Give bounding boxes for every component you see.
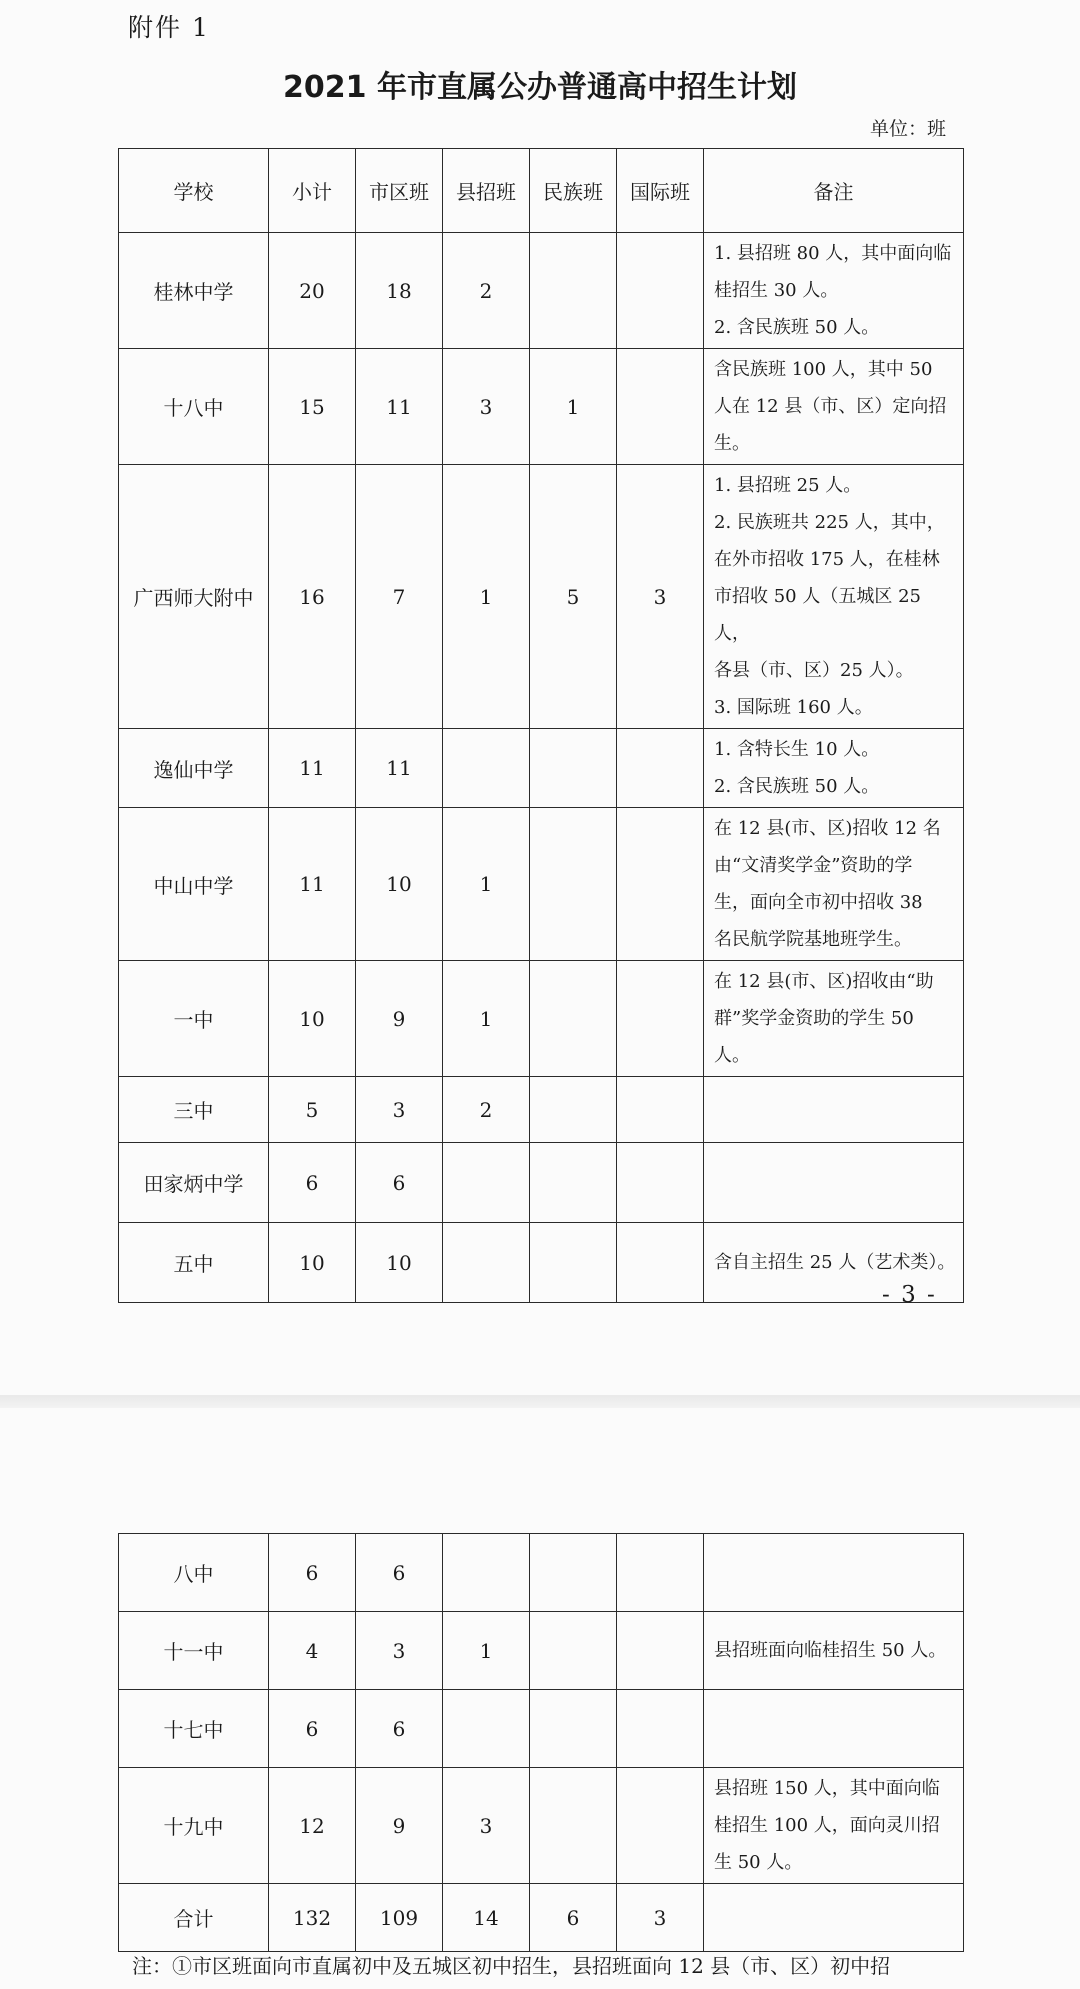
cell-total: 16 xyxy=(269,465,356,729)
table-row xyxy=(119,1768,964,1884)
cell-intl-class: 3 xyxy=(617,465,704,729)
document-title: 2021 年市直属公办普通高中招生计划 xyxy=(283,70,797,105)
note-line: 人在 12 县（市、区）定向招 xyxy=(714,396,947,417)
note-line: 市招收 50 人（五城区 25 人， xyxy=(714,586,921,644)
note-line: 1. 县招班 80 人，其中面向临 xyxy=(714,243,952,264)
cell-total: 12 xyxy=(269,1768,356,1884)
cell-ethnic-class xyxy=(530,729,617,808)
table-row xyxy=(119,729,964,808)
cell-school: 中山中学 xyxy=(119,808,269,961)
note-line: 生，面向全市初中招收 38 xyxy=(714,892,923,913)
cell-county-class: 1 xyxy=(443,961,530,1077)
cell-county-class xyxy=(443,1143,530,1223)
cell-city-class: 11 xyxy=(356,729,443,808)
note-line: 群”奖学金资助的学生 50 xyxy=(714,1008,914,1029)
header-school: 学校 xyxy=(119,149,269,233)
cell-ethnic-class: 5 xyxy=(530,465,617,729)
cell-notes xyxy=(704,1690,964,1768)
table-row xyxy=(119,1143,964,1223)
attachment-label: 附件 1 xyxy=(128,13,210,42)
cell-notes xyxy=(704,1534,964,1612)
cell-notes xyxy=(704,1612,964,1690)
cell-county-class: 2 xyxy=(443,233,530,349)
table-row xyxy=(119,961,964,1077)
note-line: 名民航学院基地班学生。 xyxy=(714,929,912,950)
cell-city-class: 6 xyxy=(356,1534,443,1612)
table-header-row xyxy=(119,149,964,233)
cell-intl-class xyxy=(617,233,704,349)
header-ethnic-class: 民族班 xyxy=(530,149,617,233)
cell-notes xyxy=(704,1884,964,1952)
note-line: 生 50 人。 xyxy=(714,1852,803,1873)
table-row xyxy=(119,465,964,729)
cell-ethnic-class xyxy=(530,1768,617,1884)
cell-notes xyxy=(704,233,964,349)
note-line: 在 12 县(市、区)招收由“助 xyxy=(714,971,934,992)
cell-ethnic-class xyxy=(530,1690,617,1768)
cell-total: 11 xyxy=(269,808,356,961)
cell-county-class: 1 xyxy=(443,1612,530,1690)
cell-city-class: 3 xyxy=(356,1612,443,1690)
header-total: 小计 xyxy=(269,149,356,233)
cell-total: 6 xyxy=(269,1690,356,1768)
cell-intl-class xyxy=(617,1077,704,1143)
cell-total: 20 xyxy=(269,233,356,349)
cell-school: 合计 xyxy=(119,1884,269,1952)
cell-ethnic-class xyxy=(530,961,617,1077)
cell-county-class xyxy=(443,1223,530,1303)
cell-county-class: 3 xyxy=(443,1768,530,1884)
note-line: 含自主招生 25 人（艺术类）。 xyxy=(714,1252,956,1273)
cell-school: 田家炳中学 xyxy=(119,1143,269,1223)
cell-intl-class xyxy=(617,1612,704,1690)
note-line: 生。 xyxy=(714,433,750,454)
cell-school: 广西师大附中 xyxy=(119,465,269,729)
note-line: 县招班 150 人，其中面向临 xyxy=(714,1778,940,1799)
cell-intl-class xyxy=(617,961,704,1077)
note-line: 各县（市、区）25 人）。 xyxy=(714,660,914,681)
cell-notes xyxy=(704,349,964,465)
cell-school: 十七中 xyxy=(119,1690,269,1768)
header-county-class: 县招班 xyxy=(443,149,530,233)
note-line: 桂招生 100 人，面向灵川招 xyxy=(714,1815,940,1836)
table-row xyxy=(119,1612,964,1690)
cell-total: 11 xyxy=(269,729,356,808)
cell-city-class: 109 xyxy=(356,1884,443,1952)
page-divider xyxy=(0,1395,1080,1408)
cell-intl-class xyxy=(617,1768,704,1884)
cell-intl-class xyxy=(617,808,704,961)
cell-ethnic-class: 6 xyxy=(530,1884,617,1952)
cell-county-class: 2 xyxy=(443,1077,530,1143)
note-line: 县招班面向临桂招生 50 人。 xyxy=(714,1640,947,1661)
cell-city-class: 9 xyxy=(356,961,443,1077)
table-row xyxy=(119,233,964,349)
cell-total: 10 xyxy=(269,961,356,1077)
cell-school: 八中 xyxy=(119,1534,269,1612)
cell-notes xyxy=(704,1768,964,1884)
cell-intl-class: 3 xyxy=(617,1884,704,1952)
cell-school: 一中 xyxy=(119,961,269,1077)
page-number: - 3 - xyxy=(882,1282,937,1308)
cell-notes xyxy=(704,961,964,1077)
cell-intl-class xyxy=(617,1223,704,1303)
cell-ethnic-class xyxy=(530,233,617,349)
cell-county-class xyxy=(443,1690,530,1768)
note-line: 在 12 县(市、区)招收 12 名 xyxy=(714,818,941,839)
cell-county-class: 14 xyxy=(443,1884,530,1952)
cell-city-class: 18 xyxy=(356,233,443,349)
cell-intl-class xyxy=(617,729,704,808)
note-line: 2. 含民族班 50 人。 xyxy=(714,776,880,797)
cell-intl-class xyxy=(617,1534,704,1612)
note-line: 1. 县招班 25 人。 xyxy=(714,475,862,496)
cell-ethnic-class xyxy=(530,1534,617,1612)
cell-school: 十九中 xyxy=(119,1768,269,1884)
cell-ethnic-class xyxy=(530,1143,617,1223)
cell-total: 6 xyxy=(269,1534,356,1612)
note-line: 在外市招收 175 人，在桂林 xyxy=(714,549,940,570)
table-row xyxy=(119,1223,964,1303)
cell-notes xyxy=(704,808,964,961)
footnote: 注：①市区班面向市直属初中及五城区初中招生，县招班面向 12 县（市、区）初中招 xyxy=(132,1954,891,1978)
cell-city-class: 3 xyxy=(356,1077,443,1143)
cell-city-class: 10 xyxy=(356,808,443,961)
cell-city-class: 10 xyxy=(356,1223,443,1303)
table-row xyxy=(119,1534,964,1612)
table-row xyxy=(119,808,964,961)
cell-school: 桂林中学 xyxy=(119,233,269,349)
note-line: 3. 国际班 160 人。 xyxy=(714,697,873,718)
cell-school: 五中 xyxy=(119,1223,269,1303)
cell-ethnic-class xyxy=(530,808,617,961)
cell-school: 十八中 xyxy=(119,349,269,465)
cell-total: 4 xyxy=(269,1612,356,1690)
cell-intl-class xyxy=(617,1143,704,1223)
note-line: 1. 含特长生 10 人。 xyxy=(714,739,880,760)
cell-notes xyxy=(704,1143,964,1223)
unit-label: 单位：班 xyxy=(870,118,947,140)
cell-city-class: 6 xyxy=(356,1690,443,1768)
note-line: 由“文清奖学金”资助的学 xyxy=(714,855,913,876)
cell-county-class xyxy=(443,1534,530,1612)
header-notes: 备注 xyxy=(704,149,964,233)
cell-total: 6 xyxy=(269,1143,356,1223)
enrollment-plan-table xyxy=(118,148,964,1303)
table-body xyxy=(119,233,964,1303)
cell-county-class xyxy=(443,729,530,808)
cell-ethnic-class xyxy=(530,1223,617,1303)
cell-county-class: 1 xyxy=(443,808,530,961)
cell-notes xyxy=(704,1077,964,1143)
cell-ethnic-class: 1 xyxy=(530,349,617,465)
table-row xyxy=(119,1884,964,1952)
note-line: 人。 xyxy=(714,1045,750,1066)
cell-notes xyxy=(704,465,964,729)
table-row xyxy=(119,1077,964,1143)
header-intl-class: 国际班 xyxy=(617,149,704,233)
enrollment-plan-table-continued xyxy=(118,1533,964,1952)
cell-total: 10 xyxy=(269,1223,356,1303)
cell-ethnic-class xyxy=(530,1077,617,1143)
cell-county-class: 1 xyxy=(443,465,530,729)
cell-school: 十一中 xyxy=(119,1612,269,1690)
cell-city-class: 9 xyxy=(356,1768,443,1884)
cell-intl-class xyxy=(617,349,704,465)
cell-city-class: 7 xyxy=(356,465,443,729)
table-row xyxy=(119,1690,964,1768)
note-line: 含民族班 100 人，其中 50 xyxy=(714,359,933,380)
cell-city-class: 11 xyxy=(356,349,443,465)
cell-notes xyxy=(704,729,964,808)
cell-school: 逸仙中学 xyxy=(119,729,269,808)
cell-county-class: 3 xyxy=(443,349,530,465)
note-line: 桂招生 30 人。 xyxy=(714,280,839,301)
cell-intl-class xyxy=(617,1690,704,1768)
cell-total: 15 xyxy=(269,349,356,465)
cell-school: 三中 xyxy=(119,1077,269,1143)
cell-ethnic-class xyxy=(530,1612,617,1690)
cell-city-class: 6 xyxy=(356,1143,443,1223)
cell-total: 5 xyxy=(269,1077,356,1143)
table-body xyxy=(119,1534,964,1952)
cell-total: 132 xyxy=(269,1884,356,1952)
table-row xyxy=(119,349,964,465)
note-line: 2. 民族班共 225 人，其中， xyxy=(714,512,945,533)
header-city-class: 市区班 xyxy=(356,149,443,233)
note-line: 2. 含民族班 50 人。 xyxy=(714,317,880,338)
